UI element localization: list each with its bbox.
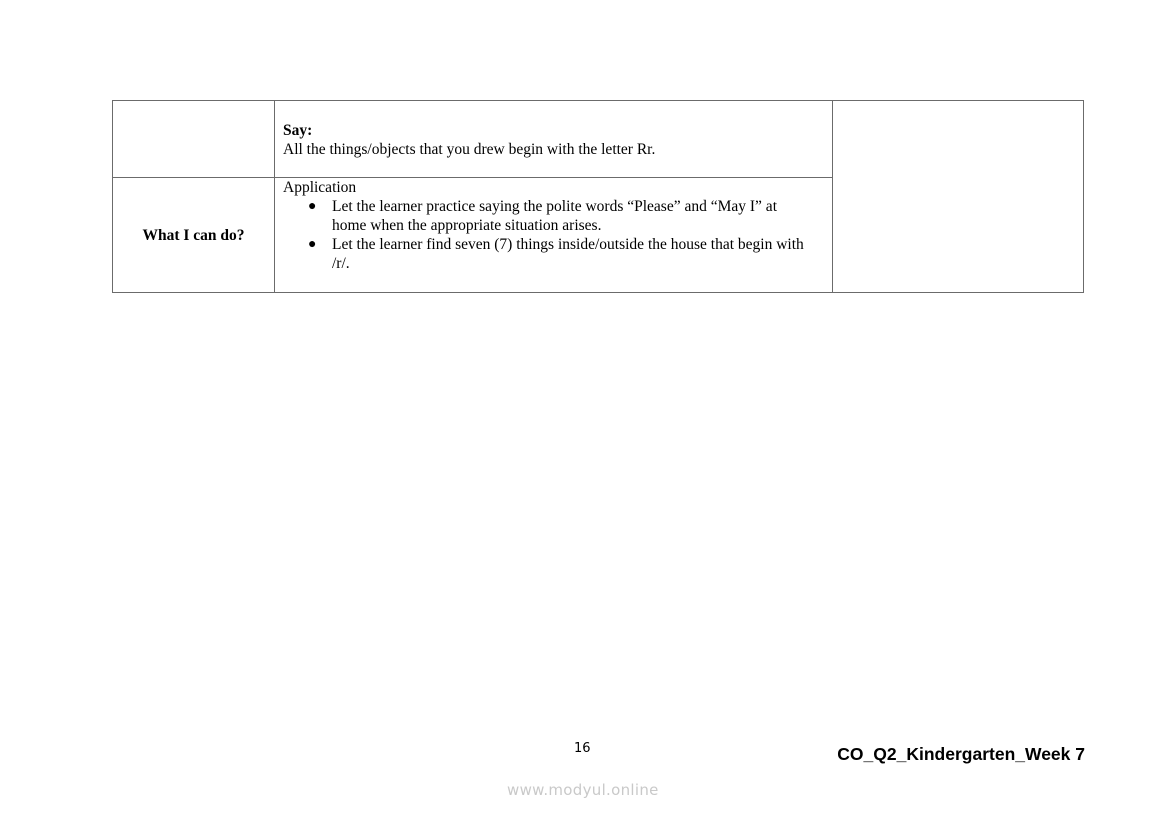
list-item [308, 197, 824, 235]
say-text: All the things/objects that you drew begin with the letter Rr. [283, 141, 656, 158]
bullet-dot-icon: ● [308, 237, 317, 252]
say-cell [275, 101, 833, 178]
application-list [283, 197, 824, 273]
notes-cell [833, 101, 1084, 293]
document-code: CO_Q2_Kindergarten_Week 7 [837, 744, 1085, 764]
list-item-text: Let the learner find seven (7) things inside/outside the house that begin with /r/. [332, 236, 804, 272]
bullet-dot-icon: ● [308, 199, 317, 214]
application-cell [275, 178, 833, 293]
application-title: Application [283, 179, 357, 196]
list-item [308, 235, 824, 273]
say-label: Say: [283, 122, 313, 139]
row-label-what-i-can-do: What I can do? [113, 178, 275, 293]
page-number: 16 [574, 741, 591, 756]
watermark: www.modyul.online [507, 781, 659, 799]
table-row [113, 101, 1084, 178]
row-label-cell [113, 101, 275, 178]
list-item-text: Let the learner practice saying the polite words “Please” and “May I” at home when the appropriate situation arises. [332, 198, 777, 234]
lesson-plan-table [112, 100, 1084, 293]
